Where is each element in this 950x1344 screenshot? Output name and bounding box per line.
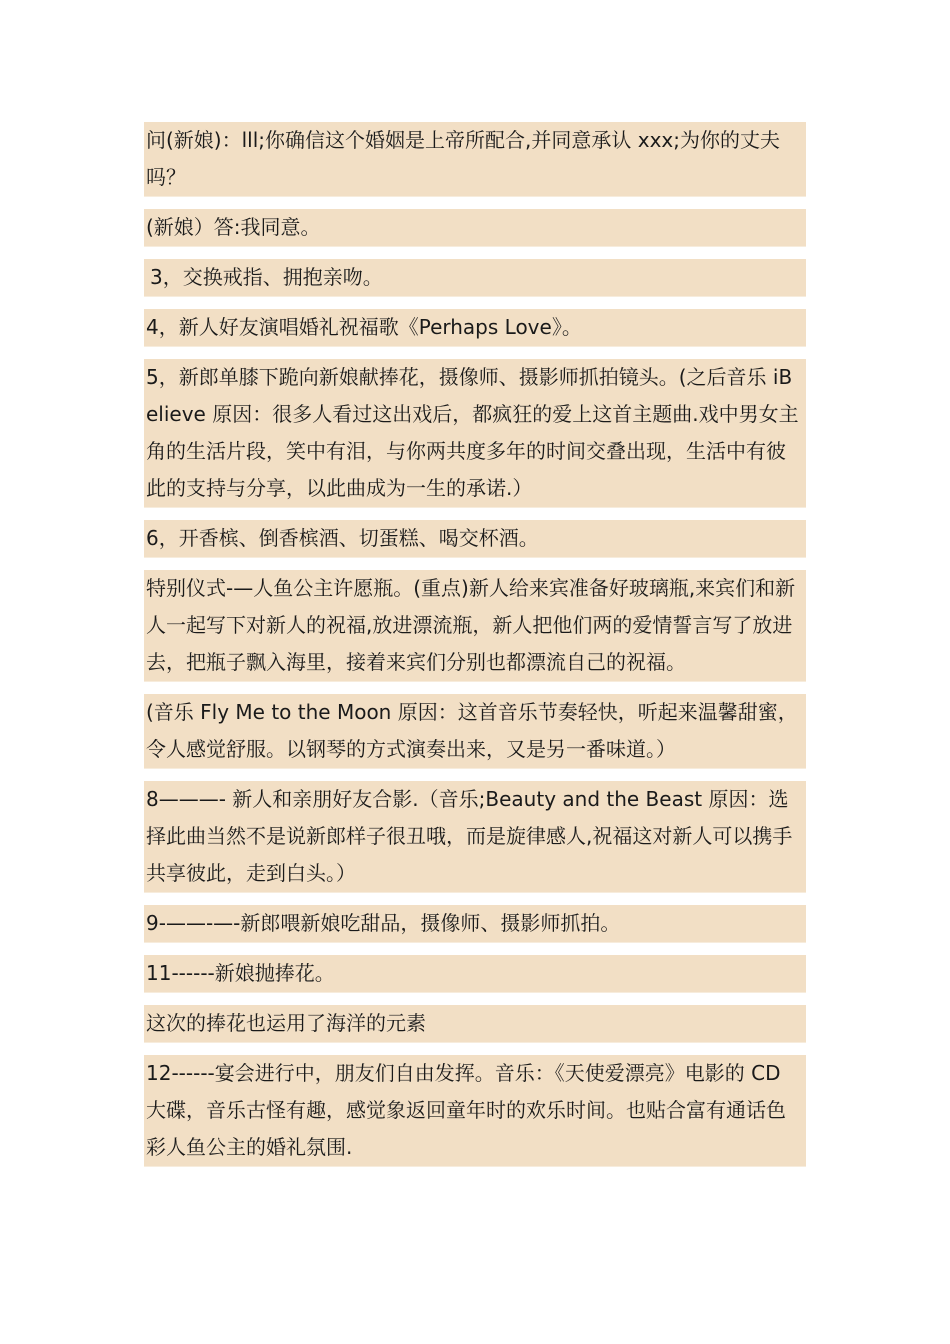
paragraph-bride-question: 问(新娘)：lll;你确信这个婚姻是上帝所配合,并同意承认 xxx;为你的丈夫吗？ — [144, 122, 806, 197]
document-body — [144, 122, 806, 1167]
paragraph-step-4: 4，新人好友演唱婚礼祝福歌《Perhaps Love》。 — [144, 309, 806, 347]
paragraph-bouquet-note: 这次的捧花也运用了海洋的元素 — [144, 1005, 806, 1043]
paragraph-bride-answer: (新娘）答:我同意。 — [144, 209, 806, 247]
paragraph-music-note: (音乐 Fly Me to the Moon 原因：这首音乐节奏轻快，听起来温馨甜蜜，令人感觉舒服。以钢琴的方式演奏出来，又是另一番味道。） — [144, 694, 806, 769]
paragraph-step-3: 3，交换戒指、拥抱亲吻。 — [144, 259, 806, 297]
paragraph-special-ceremony: 特别仪式-—人鱼公主许愿瓶。(重点)新人给来宾准备好玻璃瓶,来宾们和新人一起写下对新人的祝福,放进漂流瓶，新人把他们两的爱情誓言写了放进去，把瓶子飘入海里，接着来宾们分别也都漂流自己的祝福。 — [144, 570, 806, 682]
paragraph-step-12: 12------宴会进行中，朋友们自由发挥。音乐：《天使爱漂亮》电影的 CD 大碟，音乐古怪有趣，感觉象返回童年时的欢乐时间。也贴合富有通话色彩人鱼公主的婚礼氛围. — [144, 1055, 806, 1167]
paragraph-step-8: 8———- 新人和亲朋好友合影.（音乐;Beauty and the Beast 原因：选择此曲当然不是说新郎样子很丑哦，而是旋律感人,祝福这对新人可以携手共享彼此，走到白头。） — [144, 781, 806, 893]
paragraph-step-9: 9-——-—-新郎喂新娘吃甜品，摄像师、摄影师抓拍。 — [144, 905, 806, 943]
paragraph-step-5: 5，新郎单膝下跪向新娘献捧花，摄像师、摄影师抓拍镜头。(之后音乐 iBelieve 原因：很多人看过这出戏后，都疯狂的爱上这首主题曲.戏中男女主角的生活片段，笑中有泪，与你两共度多年的时间交叠出现，生活中有彼此的支持与分享，以此曲成为一生的承诺.） — [144, 359, 806, 508]
paragraph-step-11: 11------新娘抛捧花。 — [144, 955, 806, 993]
paragraph-step-6: 6，开香槟、倒香槟酒、切蛋糕、喝交杯酒。 — [144, 520, 806, 558]
